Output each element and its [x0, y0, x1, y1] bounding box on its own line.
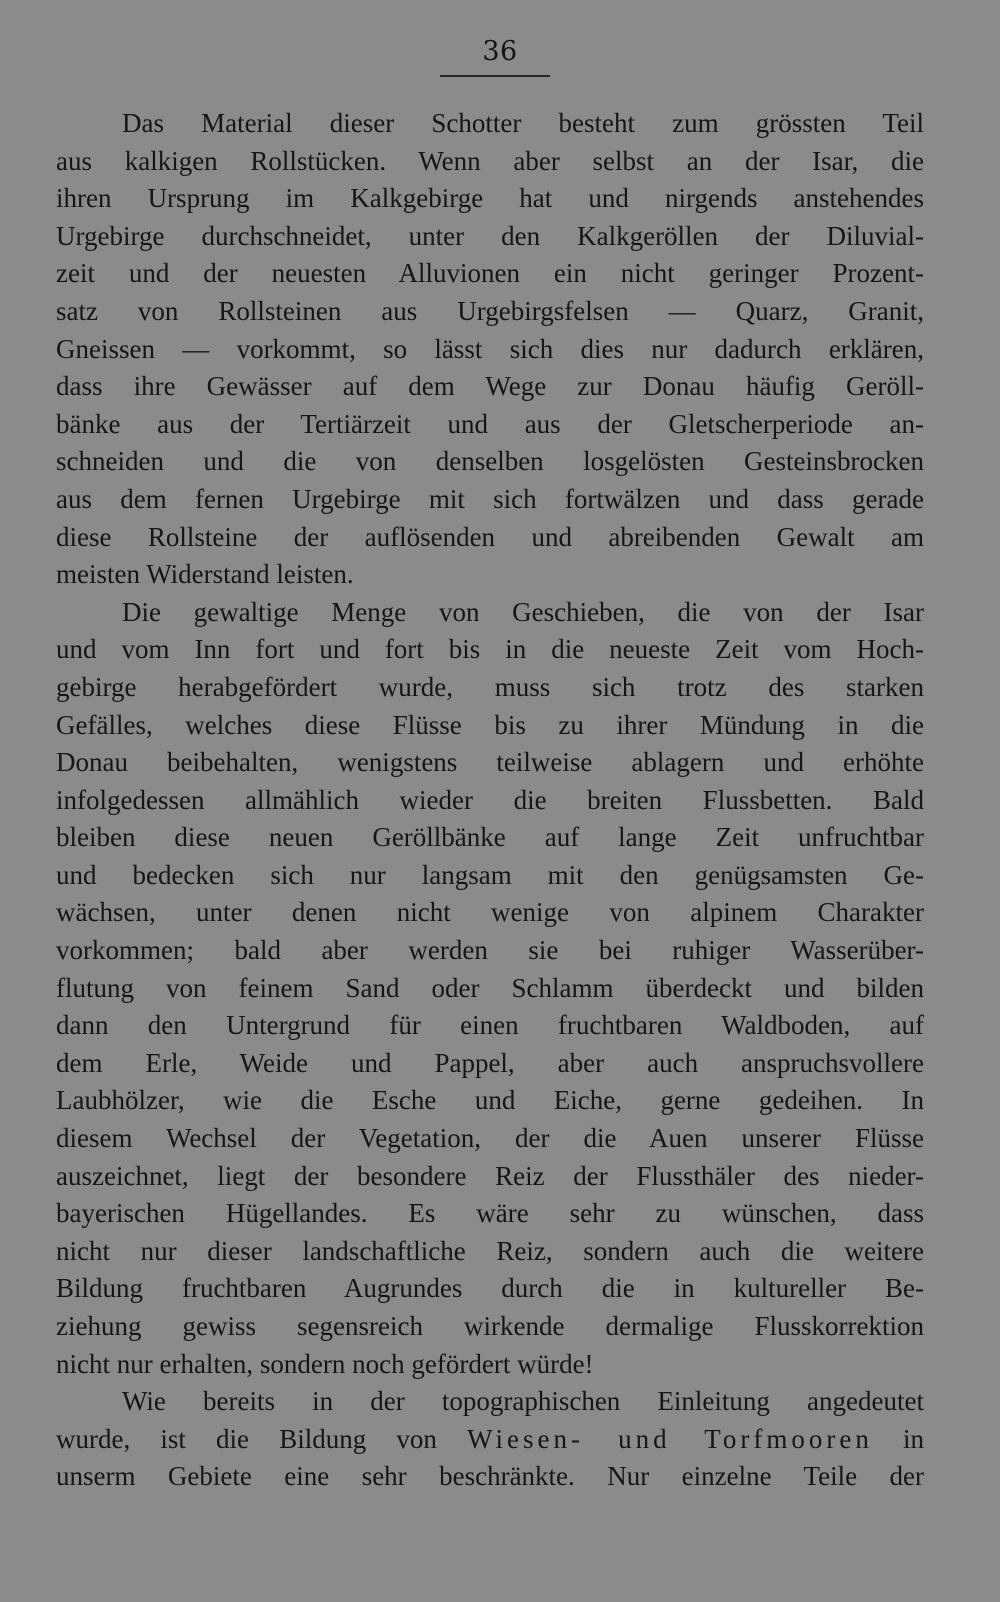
text-line: Die gewaltige Menge von Geschieben, die von der Isar	[122, 596, 924, 627]
body-text	[56, 105, 924, 1496]
paragraph-1	[56, 105, 924, 594]
text-line: nicht nur dieser landschaftliche Reiz, sondern auch die weitere	[56, 1235, 924, 1266]
text-line: Bildung fruchtbaren Augrundes durch die in kultureller Be-	[56, 1273, 924, 1304]
text-line: Das Material dieser Schotter besteht zum grössten Teil	[122, 108, 924, 138]
text-line: Donau beibehalten, wenigstens teilweise ablagern und erhöhte	[56, 747, 924, 778]
text-line: unserm Gebiete eine sehr beschränkte. Nur einzelne Teile der	[56, 1461, 924, 1492]
text-line: dann den Untergrund für einen fruchtbaren Waldboden, auf	[56, 1010, 924, 1041]
text-line: und vom Inn fort und fort bis in die neueste Zeit vom Hoch-	[56, 634, 924, 665]
text-segment: in	[903, 1423, 925, 1454]
text-line: flutung von feinem Sand oder Schlamm überdeckt und bilden	[56, 972, 924, 1003]
text-line: schneiden und die von denselben losgelösten Gesteinsbrocken	[56, 446, 924, 477]
text-line: diese Rollsteine der auflösenden und abreibenden Gewalt am	[56, 521, 924, 552]
text-line: diesem Wechsel der Vegetation, der die Auen unserer Flüsse	[56, 1123, 924, 1154]
text-line: Wie bereits in der topographischen Einleitung angedeutet	[122, 1386, 924, 1417]
text-segment: wurde, ist die Bildung von	[56, 1423, 437, 1454]
text-line: Gneissen — vorkommt, so lässt sich dies nur dadurch erklären,	[56, 333, 924, 364]
text-line: Gefälles, welches diese Flüsse bis zu ihrer Mündung in die	[56, 709, 924, 740]
emphasized-term: Wiesen- und Torfmooren	[467, 1423, 873, 1454]
text-line: ihren Ursprung im Kalkgebirge hat und nirgends anstehendes	[56, 183, 924, 214]
text-line: auszeichnet, liegt der besondere Reiz der Flussthäler des nieder-	[56, 1160, 924, 1191]
text-line: und bedecken sich nur langsam mit den genügsamsten Ge-	[56, 859, 924, 890]
text-line: zeit und der neuesten Alluvionen ein nicht geringer Prozent-	[56, 258, 924, 289]
text-line: meisten Widerstand leisten.	[56, 559, 354, 590]
text-line: gebirge herabgefördert wurde, muss sich trotz des starken	[56, 671, 924, 702]
text-line: ziehung gewiss segensreich wirkende dermalige Flusskorrektion	[56, 1311, 924, 1341]
text-line: nicht nur erhalten, sondern noch gefördert würde!	[56, 1348, 594, 1379]
paragraph-2	[56, 594, 924, 1383]
page-number: 36	[482, 36, 518, 67]
text-line: bänke aus der Tertiärzeit und aus der Gletscherperiode an-	[56, 408, 924, 439]
text-line: Urgebirge durchschneidet, unter den Kalkgeröllen der Diluvial-	[56, 220, 924, 251]
text-line: aus dem fernen Urgebirge mit sich fortwälzen und dass gerade	[56, 483, 924, 514]
page-number-rule	[440, 75, 550, 77]
text-line: vorkommen; bald aber werden sie bei ruhiger Wasserüber-	[56, 935, 924, 966]
text-line: bleiben diese neuen Geröllbänke auf lange Zeit unfruchtbar	[56, 822, 924, 853]
text-line	[56, 1421, 924, 1459]
text-line: wächsen, unter denen nicht wenige von alpinem Charakter	[56, 897, 924, 928]
text-line: dass ihre Gewässer auf dem Wege zur Donau häufig Geröll-	[56, 371, 924, 402]
paragraph-3	[56, 1383, 924, 1496]
text-line: dem Erle, Weide und Pappel, aber auch anspruchsvollere	[56, 1047, 924, 1078]
text-line: Laubhölzer, wie die Esche und Eiche, gerne gedeihen. In	[56, 1085, 924, 1116]
text-line: infolgedessen allmählich wieder die breiten Flussbetten. Bald	[56, 784, 924, 815]
text-line: aus kalkigen Rollstücken. Wenn aber selbst an der Isar, die	[56, 145, 924, 176]
text-line: satz von Rollsteinen aus Urgebirgsfelsen — Quarz, Granit,	[56, 295, 924, 326]
text-line: bayerischen Hügellandes. Es wäre sehr zu wünschen, dass	[56, 1198, 924, 1229]
